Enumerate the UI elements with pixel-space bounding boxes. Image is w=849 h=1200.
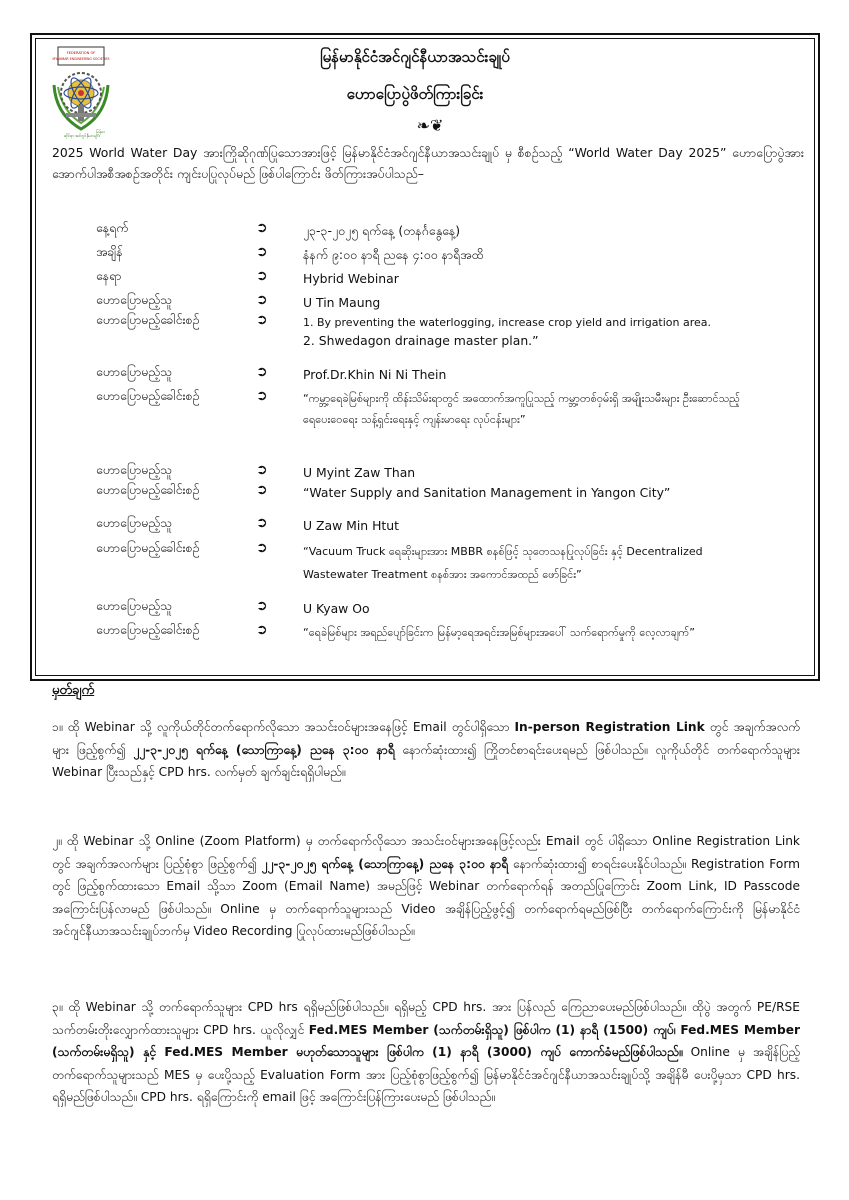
topic-line: “Water Supply and Sanitation Management in Yangon City” <box>303 485 671 500</box>
arrow-icon: ➲ <box>256 540 268 556</box>
note-text: ၃။ ထို Webinar သို့ တက်ရောက်သူများ CPD hrs ရရှိမည်ဖြစ်ပါသည်။ ရရှိမည့် CPD hrs. အား ပြန်လည် ကြေညာပေးမည်ဖြစ်ပါသည်။ ထိုပွဲ အတွက် PE/RSE သက်တမ်းတိုးလျှောက်ထားသူများ CPD hrs. ယူလိုလျှင် <box>52 1000 800 1037</box>
ornament-divider: ❧❦ <box>416 116 444 135</box>
arrow-icon: ➲ <box>256 482 268 498</box>
svg-text:ဆိုင်ရာ အင်ဂျင်နီယာများ: ဆိုင်ရာ အင်ဂျင်နီယာများ <box>64 133 100 138</box>
arrow-icon: ➲ <box>256 622 268 638</box>
schedule-value: ၂၃-၃-၂၀၂၅ ရက်နေ့ (တနင်္ဂနွေနေ့) <box>303 223 461 238</box>
speaker-label: ဟောပြောမည့်သူ <box>96 462 173 477</box>
note-text-bold: Fed.MES Member (သက်တမ်းရှိသူ) ဖြစ်ပါက (1) နာရီ (1500) ကျပ်၊ Fed.MES Member (သက်တမ်းမရှိသူ) နှင့် Fed.MES Member မဟုတ်သောသူများ ဖြစ်ပါက (1) နာရီ (3000) ကျပ် ကောက်ခံမည်ဖြစ်ပါသည်။ <box>52 1022 800 1059</box>
arrow-icon: ➲ <box>256 364 268 380</box>
note-paragraph-3 <box>52 996 800 1109</box>
speaker-label: ဟောပြောမည့်သူ <box>96 515 173 530</box>
arrow-icon: ➲ <box>256 598 268 614</box>
topic-label: ဟောပြောမည့်ခေါင်းစဉ် <box>96 540 200 555</box>
speaker-name: Prof.Dr.Khin Ni Ni Thein <box>303 367 447 382</box>
schedule-label: အချိန် <box>96 244 123 259</box>
topic-label: ဟောပြောမည့်ခေါင်းစဉ် <box>96 312 200 327</box>
speaker-name: U Kyaw Oo <box>303 601 370 616</box>
topic-label: ဟောပြောမည့်ခေါင်းစဉ် <box>96 622 200 637</box>
arrow-icon: ➲ <box>256 515 268 531</box>
svg-text:FEDERATION OF: FEDERATION OF <box>66 51 96 55</box>
intro-paragraph: 2025 World Water Day အားကြိုဆိုဂုဏ်ပြုသောအားဖြင့် မြန်မာနိုင်ငံအင်ဂျင်နီယာအသင်းချုပ် မှ စီစဉ်သည့် “World Water Day 2025” ဟောပြောပွဲအား အောက်ပါအစီအစဉ်အတိုင်း ကျင်းပပြုလုပ်မည် ဖြစ်ပါကြောင်း ဖိတ်ကြားအပ်ပါသည်– <box>52 145 804 181</box>
schedule-value: နံနက် ၉:၀၀ နာရီ ညနေ ၄:၀၀ နာရီအထိ <box>303 247 484 262</box>
note-text-bold: ၂၂-၃-၂၀၂၅ ရက်နေ့ (သောကြာနေ့) ညနေ ၃:၀၀ နာရီ <box>133 742 395 757</box>
arrow-icon: ➲ <box>256 268 268 284</box>
schedule-value: Hybrid Webinar <box>303 271 399 286</box>
note-text: နောက်ဆုံးထား၍ စာရင်းပေးနိုင်ပါသည်။ Registration Form တွင် ဖြည့်စွက်ထားသော Email သို့သာ Zoom (Email Name) အမည်ဖြင့် Webinar တက်ရောက်ရန် အတည်ပြုကြောင်း Zoom Link, ID Passcode အကြောင်းပြန်လာမည် ဖြစ်ပါသည်။ Online မှ တက်ရောက်သူများသည် Video အချိန်ပြည့်ဖွင့်၍ တက်ရောက်ရမည်ဖြစ်ပြီး တက်ရောက်ကြောင်းကို မြန်မာနိုင်ငံအင်ဂျင်နီယာအသင်းချုပ်ဘက်မှ Video Recording ပြုလုပ်ထားမည်ဖြစ်ပါသည်။ <box>52 856 800 938</box>
schedule-label: နေ့ရက် <box>96 220 129 235</box>
arrow-icon: ➲ <box>256 312 268 328</box>
invitation-title: ဟောပြောပွဲဖိတ်ကြားခြင်း <box>346 85 484 103</box>
arrow-icon: ➲ <box>256 292 268 308</box>
svg-text:မြန်မာ: မြန်မာ <box>96 129 105 134</box>
arrow-icon: ➲ <box>256 244 268 260</box>
topic-label: ဟောပြောမည့်ခေါင်းစဉ် <box>96 482 200 497</box>
topic-line: “ရေခဲမြစ်များ အရည်ပျော်ခြင်းက မြန်မာ့ရေအရင်းအမြစ်များအပေါ် သက်ရောက်မှုကို လေ့လာချက်” <box>303 626 695 639</box>
note-paragraph-1 <box>52 716 800 784</box>
speaker-label: ဟောပြောမည့်သူ <box>96 292 173 307</box>
arrow-icon: ➲ <box>256 388 268 404</box>
topic-line: “ကမ္ဘာ့ရေခဲမြစ်များကို ထိန်းသိမ်းရာတွင် အထောက်အကူပြုသည့် ကမ္ဘာ့တစ်ဝှမ်းရှိ အမျိုးသမီးများ ဦးဆောင်သည့် ရေပေးဝေရေး သန့်ရှင်းရေးနှင့် ကျန်းမာရေး လုပ်ငန်းများ” <box>303 392 740 426</box>
note-text: နောက်ဆုံးထား၍ ကြိုတင်စာရင်းပေးရမည် ဖြစ်ပါသည်။ လူကိုယ်တိုင် တက်ရောက်သူများ Webinar ပြီးသည်နှင့် CPD hrs. လက်မှတ် ချက်ချင်းရရှိပါမည်။ <box>52 742 800 779</box>
speaker-label: ဟောပြောမည့်သူ <box>96 598 173 613</box>
speaker-name: U Zaw Min Htut <box>303 518 399 533</box>
svg-text:MYANMAR ENGINEERING SOCIETIES: MYANMAR ENGINEERING SOCIETIES <box>52 57 110 61</box>
speaker-name: U Tin Maung <box>303 295 381 310</box>
notes-heading: မှတ်ချက် <box>52 683 95 698</box>
arrow-icon: ➲ <box>256 220 268 236</box>
note-text: တွင် အချက်အလက်များ ဖြည့်စွက်၍ <box>52 720 800 757</box>
fed-mes-logo <box>44 45 118 141</box>
organization-title: မြန်မာနိုင်ငံအင်ဂျင်နီယာအသင်းချုပ် <box>320 48 510 66</box>
note-text: ၁။ ထို Webinar သို့ လူကိုယ်တိုင်တက်ရောက်လိုသော အသင်းဝင်များအနေဖြင့် Email တွင်ပါရှိသော <box>52 720 515 734</box>
speaker-label: ဟောပြောမည့်သူ <box>96 364 173 379</box>
schedule-label: နေရာ <box>96 268 122 283</box>
note-text-bold: In-person Registration Link <box>514 720 705 734</box>
topic-line: “Vacuum Truck ရေဆိုးများအား MBBR စနစ်ဖြင့် သုတေသနပြုလုပ်ခြင်း နှင့် Decentralized Wastewater Treatment စနစ်အား အကောင်အထည် ဖော်ခြင်း” <box>303 545 703 581</box>
note-text: ၂။ ထို Webinar သို့ Online (Zoom Platform) မှ တက်ရောက်လိုသော အသင်းဝင်များအနေဖြင့်လည်း Email တွင် ပါရှိသော Online Registration Link တွင် အချက်အလက်များ ပြည့်စုံစွာ ဖြည့်စွက်၍ <box>52 834 800 871</box>
note-text-bold: ၂၂-၃-၂၀၂၅ ရက်နေ့ (သောကြာနေ့) ညနေ ၃:၀၀ နာရီ <box>261 856 509 871</box>
topic-label: ဟောပြောမည့်ခေါင်းစဉ် <box>96 388 200 403</box>
note-paragraph-2 <box>52 830 800 943</box>
speaker-name: U Myint Zaw Than <box>303 465 416 480</box>
topic-line: 1. By preventing the waterlogging, increase crop yield and irrigation area. <box>303 316 712 329</box>
topic-line: 2. Shwedagon drainage master plan.” <box>303 333 539 348</box>
note-text: Online မှ အချိန်ပြည့်တက်ရောက်သူများသည် MES မှ ပေးပို့သည့် Evaluation Form အား ပြည့်စုံစွာဖြည့်စွက်၍ မြန်မာနိုင်ငံအင်ဂျင်နီယာအသင်းချုပ်သို့ အချိန်မီ ပေးပို့မှသာ CPD hrs. ရရှိမည်ဖြစ်ပါသည်။ CPD hrs. ရရှိကြောင်းကို email ဖြင့် အကြောင်းပြန်ကြားပေးမည် ဖြစ်ပါသည်။ <box>52 1045 800 1104</box>
arrow-icon: ➲ <box>256 462 268 478</box>
